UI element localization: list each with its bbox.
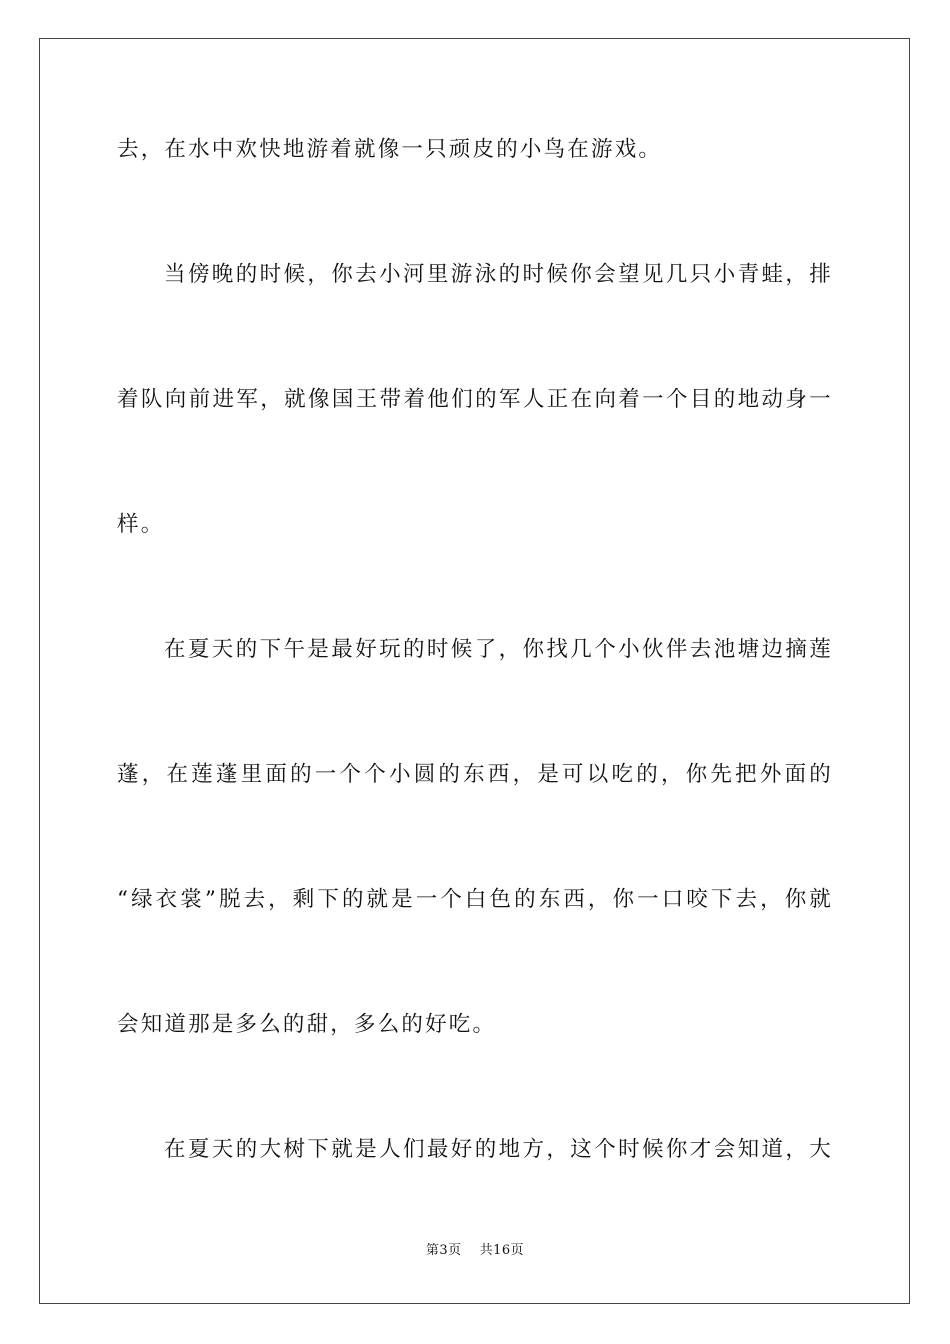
text-line-3: 着队向前进军，就像国王带着他们的军人正在向着一个目的地动身一 [117,387,833,412]
text-line-7: “绿衣裳”脱去，剩下的就是一个白色的东西，你一口咬下去，你就 [117,887,833,912]
page-number: 第3页 [425,1243,462,1258]
page-border [39,38,910,1304]
text-line-9: 在夏天的大树下就是人们最好的地方，这个时候你才会知道，大 [164,1137,833,1162]
text-line-2: 当傍晚的时候，你去小河里游泳的时候你会望见几只小青蛙，排 [164,262,833,287]
text-line-6: 蓬，在莲蓬里面的一个个小圆的东西，是可以吃的，你先把外面的 [117,762,833,787]
text-line-4: 样。 [117,512,165,537]
text-line-1: 去，在水中欢快地游着就像一只顽皮的小鸟在游戏。 [117,137,663,162]
page-total: 共16页 [479,1243,525,1258]
text-line-5: 在夏天的下午是最好玩的时候了，你找几个小伙伴去池塘边摘莲 [164,637,833,662]
page-footer [0,1242,950,1260]
text-line-8: 会知道那是多么的甜，多么的好吃。 [117,1012,497,1037]
